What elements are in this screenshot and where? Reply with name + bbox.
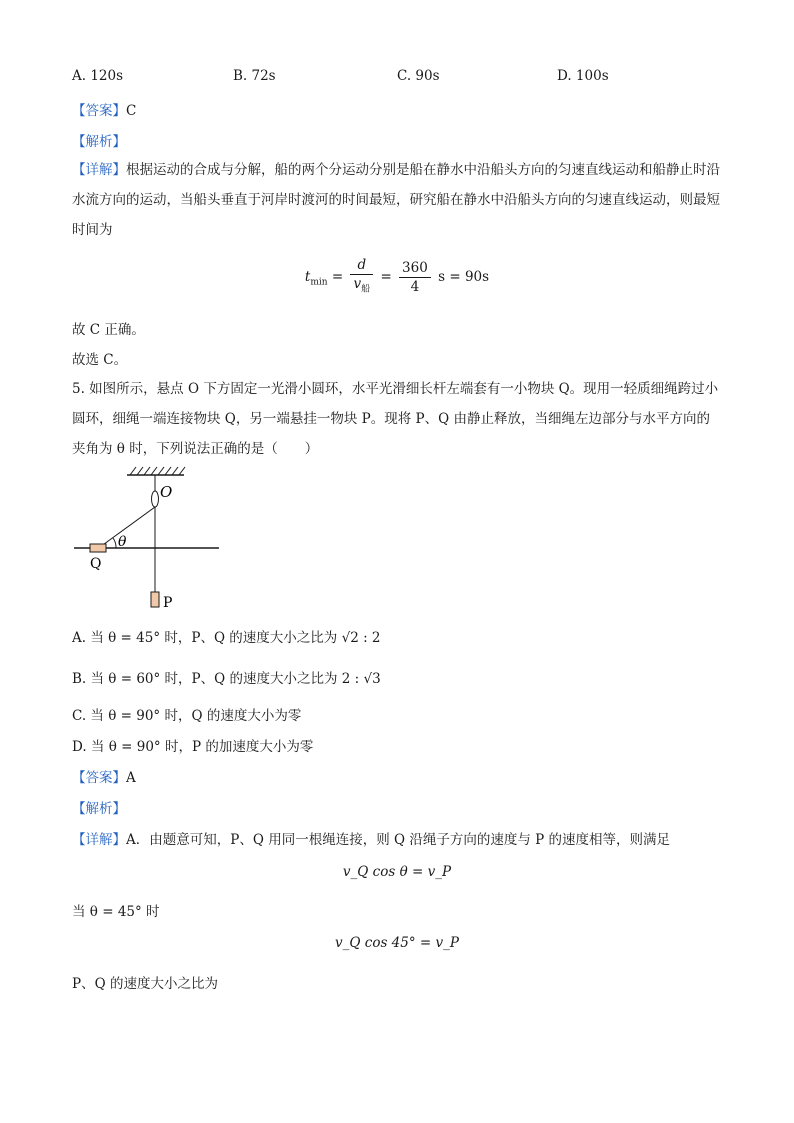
q5-option-a: A. 当 θ = 45° 时，P、Q 的速度大小之比为 √2 : 2 [72, 630, 381, 646]
q4-formula [0, 256, 794, 299]
ceiling-hatch [130, 467, 185, 475]
formula-t: t [304, 268, 311, 285]
q5-answer [72, 766, 136, 786]
q4-answer [72, 99, 136, 119]
q5-detail-text: A．由题意可知，P、Q 用同一根绳连接，则 Q 沿绳子方向的速度与 P 的速度相等，则满足 [126, 832, 671, 848]
angle-arc [113, 538, 116, 548]
q5-ratio: P、Q 的速度大小之比为 [72, 976, 218, 992]
detail-text: 根据运动的合成与分解，船的两个分运动分别是船在静水中沿船头方向的匀速直线运动和船静止时沿水流方向的运动，当船头垂直于河岸时渡河的时间最短，研究船在静水中沿船头方向的匀速直线运动，则最短时间为 [72, 162, 720, 238]
q5-eq1 [0, 864, 794, 880]
label-theta: θ [118, 534, 127, 550]
q4-choice: 故选 C。 [72, 352, 128, 368]
answer-value: C [126, 103, 137, 119]
option-d: D. 100s [557, 68, 609, 84]
formula-tail: s = 90s [438, 268, 490, 285]
option-a: A. 120s [72, 68, 124, 84]
label-q: Q [90, 556, 102, 572]
q5-answer-value: A [126, 770, 136, 786]
q5-option-b: B. 当 θ = 60° 时，P、Q 的速度大小之比为 2 : √3 [72, 671, 381, 687]
formula-den: 4 [410, 278, 420, 295]
q5-eq2 [0, 935, 794, 951]
q4-detail [72, 155, 722, 245]
q4-conclusion: 故 C 正确。 [72, 322, 145, 338]
q5-detail [72, 828, 670, 848]
q5-when: 当 θ = 45° 时 [72, 904, 160, 920]
formula-frac-num [399, 259, 431, 296]
option-c: C. 90s [397, 68, 440, 84]
q5-option-d: D. 当 θ = 90° 时，P 的加速度大小为零 [72, 739, 314, 755]
eq1-text: v_Q cos θ = v_P [342, 864, 452, 880]
formula-d: d [357, 257, 367, 273]
q5-figure [72, 460, 222, 615]
formula-v: v [353, 276, 362, 292]
q4-analysis-tag: 【解析】 [72, 134, 126, 150]
eq2-text: v_Q cos 45° = v_P [335, 935, 459, 951]
q5-analysis-tag: 【解析】 [72, 801, 126, 817]
formula-t-sub: min [310, 277, 328, 288]
q5-option-c: C. 当 θ = 90° 时，Q 的速度大小为零 [72, 708, 302, 724]
label-o: O [160, 483, 173, 501]
slant-rope [100, 507, 155, 547]
formula-frac-d [350, 256, 373, 299]
formula-num: 360 [399, 259, 431, 278]
label-p: P [163, 595, 173, 611]
block-q [90, 544, 106, 552]
detail-tag: 【详解】 [72, 162, 126, 178]
formula-eq1: = [331, 268, 344, 285]
block-p [151, 592, 159, 607]
formula-eq2: = [380, 268, 392, 285]
q5-answer-tag: 【答案】 [72, 770, 126, 786]
option-b: B. 72s [233, 68, 276, 84]
q5-detail-tag: 【详解】 [72, 832, 126, 848]
formula-v-sub: 船 [361, 284, 371, 295]
answer-tag: 【答案】 [72, 103, 126, 119]
ring [152, 491, 159, 507]
q5-stem: 5. 如图所示，悬点 O 下方固定一光滑小圆环，水平光滑细长杆左端套有一小物块 Q。现用一轻质细绳跨过小圆环，细绳一端连接物块 Q，另一端悬挂一物块 P。现将 P、Q 由静止释放，当细绳左边部分与水平方向的夹角为 θ 时，下列说法正确的是（ ） [72, 381, 719, 457]
